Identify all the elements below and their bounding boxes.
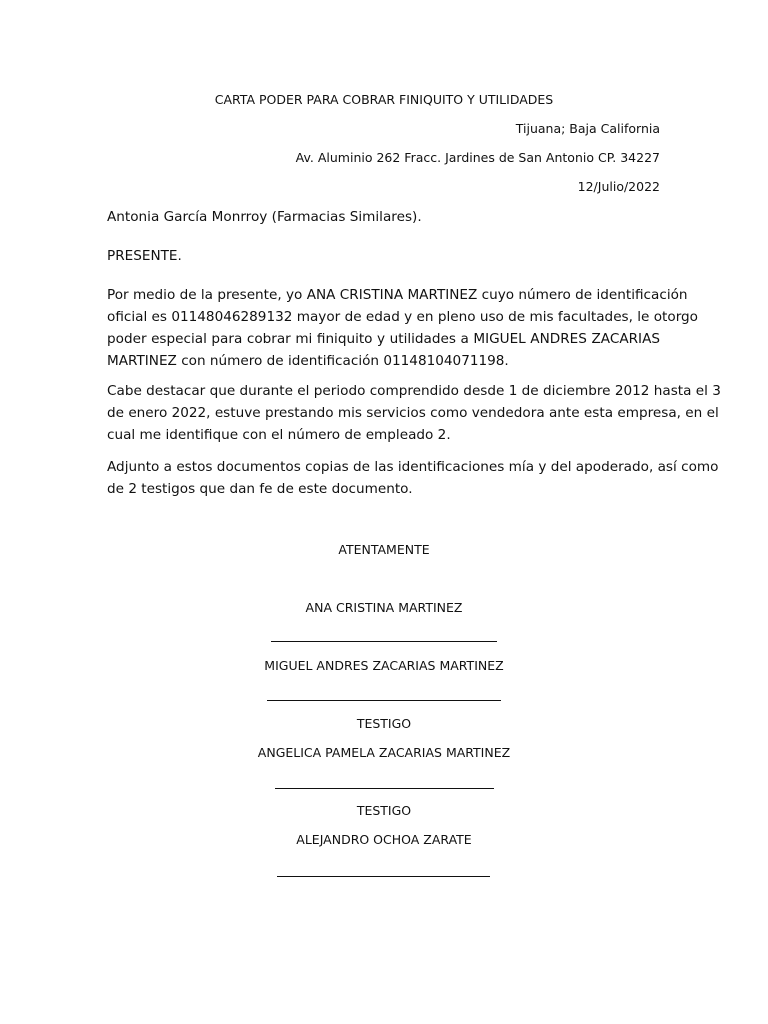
paragraph-line: Cabe destacar que durante el periodo comprendido desde 1 de diciembre 2012 hasta el 3: [107, 383, 721, 399]
witness2-name: ALEJANDRO OCHOA ZARATE: [296, 832, 472, 847]
date-line: 12/Julio/2022: [577, 179, 660, 194]
paragraph-attachments: [107, 456, 719, 500]
paragraph-line: Por medio de la presente, yo ANA CRISTINA MARTINEZ cuyo número de identificación: [107, 287, 688, 303]
paragraph-employment: [107, 380, 721, 446]
attorney-name: MIGUEL ANDRES ZACARIAS MARTINEZ: [264, 658, 504, 673]
witness2-label: TESTIGO: [356, 803, 412, 818]
paragraph-line: MARTINEZ con número de identificación 01148104071198.: [107, 353, 509, 369]
paragraph-line: oficial es 01148046289132 mayor de edad y en pleno uso de mis facultades, le otorgo: [107, 309, 698, 325]
location-line: Tijuana; Baja California: [515, 121, 660, 136]
paragraph-line: poder especial para cobrar mi finiquito y utilidades a MIGUEL ANDRES ZACARIAS: [107, 331, 660, 347]
signature-line: [275, 788, 494, 789]
grantor-name: ANA CRISTINA MARTINEZ: [305, 600, 463, 615]
recipient-line: Antonia García Monrroy (Farmacias Similares).: [107, 209, 422, 225]
witness1-name: ANGELICA PAMELA ZACARIAS MARTINEZ: [257, 745, 511, 760]
address-line: Av. Aluminio 262 Fracc. Jardines de San Antonio CP. 34227: [295, 150, 660, 165]
signature-line: [271, 641, 497, 642]
paragraph-line: Adjunto a estos documentos copias de las identificaciones mía y del apoderado, así como: [107, 459, 719, 475]
witness1-label: TESTIGO: [356, 716, 412, 731]
paragraph-line: cual me identifique con el número de empleado 2.: [107, 427, 451, 443]
signature-line: [267, 700, 501, 701]
salutation-line: PRESENTE.: [107, 248, 182, 264]
paragraph-line: de 2 testigos que dan fe de este documento.: [107, 481, 413, 497]
document-title: CARTA PODER PARA COBRAR FINIQUITO Y UTILIDADES: [214, 92, 554, 107]
paragraph-line: de enero 2022, estuve prestando mis servicios como vendedora ante esta empresa, en el: [107, 405, 719, 421]
signature-line: [277, 876, 490, 877]
closing-line: ATENTAMENTE: [338, 542, 430, 557]
paragraph-authorization: [107, 284, 698, 372]
